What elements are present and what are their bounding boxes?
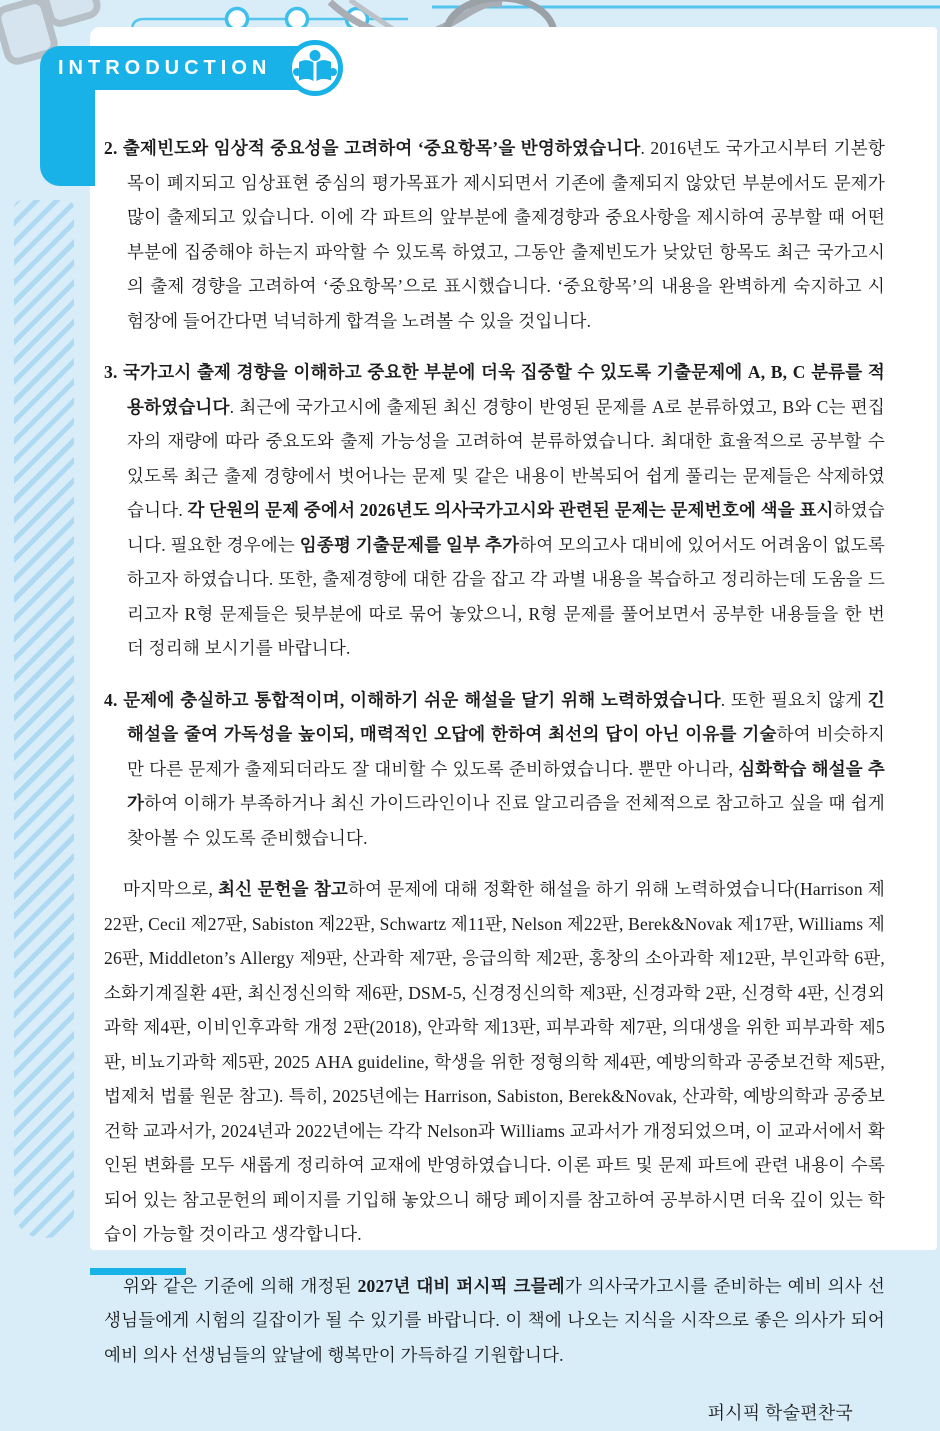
text-segment: 하였습니다. 필요한 경우에는 [127, 500, 885, 555]
striped-decoration [14, 200, 74, 1238]
paragraph-number: 4. [104, 689, 124, 710]
paragraph [104, 872, 885, 1252]
text-segment: 하여 이해가 부족하거나 최신 가이드라인이나 진료 알고리즘을 전체적으로 참고하고 싶을 때 쉽게 찾아볼 수 있도록 준비했습니다. [127, 793, 885, 848]
signature: 퍼시픽 학술편찬국 [707, 1403, 853, 1423]
text-segment: 심화학습 해설을 추가 [127, 758, 885, 813]
paragraph-number: 2. [104, 138, 123, 158]
reading-book-icon [286, 39, 344, 97]
numbered-paragraphs [104, 131, 885, 855]
numbered-paragraph [104, 355, 885, 666]
text-segment: 문제에 충실하고 통합적이며, 이해하기 쉬운 해설을 달기 위해 노력하였습니다 [123, 689, 721, 710]
text-segment: 각 단원의 문제 중에서 2026년도 의사국가고시와 관련된 문제는 문제번호에 색을 표시 [187, 500, 834, 520]
paragraph [104, 1269, 885, 1373]
text-segment: 국가고시 출제 경향을 이해하고 중요한 부분에 더욱 집중할 수 있도록 기출문제에 A, B, C 분류를 적용하였습니다 [123, 362, 885, 417]
text-segment: 긴 해설을 줄여 가독성을 높이되, 매력적인 오답에 한하여 최선의 답이 아닌 이유를 기술 [127, 689, 885, 744]
paragraph-number: 3. [104, 362, 124, 382]
text-segment: 임종평 기출문제를 일부 추가 [299, 534, 520, 555]
text-segment: 마지막으로, [123, 879, 219, 899]
page-title: INTRODUCTION [58, 57, 272, 79]
text-segment: 최신 문헌을 참고 [218, 879, 349, 899]
text-segment: 2027년 대비 퍼시픽 크믈레 [357, 1275, 565, 1296]
text-segment: 가 의사국가고시를 준비하는 예비 의사 선생님들에게 시험의 길잡이가 될 수 있기를 바랍니다. 이 책에 나오는 지식을 시작으로 좋은 의사가 되어 예비 의사 선생님들의 앞날에 행복만이 가득하길 기원합니다. [104, 1275, 885, 1365]
text-segment: . 또한 필요치 않게 [720, 689, 868, 710]
text-segment: 위와 같은 기준에 의해 개정된 [123, 1275, 358, 1296]
introduction-text [104, 131, 885, 1431]
text-segment: . 2016년도 국가고시부터 기본항목이 폐지되고 임상표현 중심의 평가목표가 제시되면서 기존에 출제되지 않았던 부분에서도 문제가 많이 출제되고 있습니다. 이에 각 파트의 앞부분에 출제경향과 중요사항을 제시하여 공부할 때 어떤 부분에 집중해야 하는지 파악할 수 있도록 하였고, 그동안 출제빈도가 낮았던 항목도 최근 국가고시의 출제 경향을 고려하여 ‘중요항목’으로 표시했습니다. ‘중요항목’의 내용을 완벽하게 숙지하고 시험장에 들어간다면 넉넉하게 합격을 노려볼 수 있을 것입니다. [127, 138, 885, 331]
text-segment: . 최근에 국가고시에 출제된 최신 경향이 반영된 문제를 A로 분류하였고, B와 C는 편집자의 재량에 따라 중요도와 출제 가능성을 고려하여 분류하였습니다. 최대한 효율적으로 공부할 수 있도록 최근 출제 경향에서 벗어나는 문제 및 같은 내용이 반복되어 쉽게 풀리는 문제들은 삭제하였습니다. [127, 396, 885, 520]
numbered-paragraph [104, 683, 885, 856]
numbered-paragraph [104, 131, 885, 338]
text-segment: 하여 비슷하지만 다른 문제가 출제되더라도 잘 대비할 수 있도록 준비하였습니다. 뿐만 아니라, [127, 724, 885, 779]
text-segment: 하여 문제에 대해 정확한 해설을 하기 위해 노력하였습니다(Harrison 제22판, Cecil 제27판, Sabiston 제22판, Schwartz 제11판, Nelson 제22판, Berek&Novak 제17판, Williams 제26판, Middleton’s Allergy 제9판, 산과학 제7판, 응급의학 제2판, 홍창의 소아과학 제12판, 부인과학 6판, 소화기계질환 4판, 최신정신의학 제6판, DSM-5, 신경정신의학 제3판, 신경과학 2판, 신경학 4판, 신경외과학 제4판, 이비인후과학 개정 2판(2018), 안과학 제13판, 피부과학 제7판, 의대생을 위한 피부과학 제5판, 비뇨기과학 제5판, 2025 AHA guideline, 학생을 위한 정형의학 제4판, 예방의학과 공중보건학 제5판, 법제처 법률 원문 참고). 특히, 2025년에는 Harrison, Sabiston, Berek&Novak, 산과학, 예방의학과 공중보건학 교과서가, 2024년과 2022년에는 각각 Nelson과 Williams 교과서가 개정되었으며, 이 교과서에서 확인된 변화를 모두 새롭게 정리하여 교재에 반영하였습니다. 이론 파트 및 문제 파트에 관련 내용이 수록되어 있는 참고문헌의 페이지를 기입해 놓았으니 해당 페이지를 참고하여 공부하시면 더욱 깊이 있는 학습이 가능할 것이라고 생각합니다. [104, 879, 885, 1244]
text-segment: 하여 모의고사 대비에 있어서도 어려움이 없도록 하고자 하였습니다. 또한, 출제경향에 대한 감을 잡고 각 과별 내용을 복습하고 정리하는데 도움을 드리고자 R형 문제들은 뒷부분에 따로 묶어 놓았으니, R형 문제를 풀어보면서 공부한 내용들을 한 번 더 정리해 보시기를 바랍니다. [127, 534, 886, 658]
text-segment: 출제빈도와 임상적 중요성을 고려하여 ‘중요항목’을 반영하였습니다 [122, 138, 641, 158]
plain-paragraphs [104, 872, 885, 1372]
